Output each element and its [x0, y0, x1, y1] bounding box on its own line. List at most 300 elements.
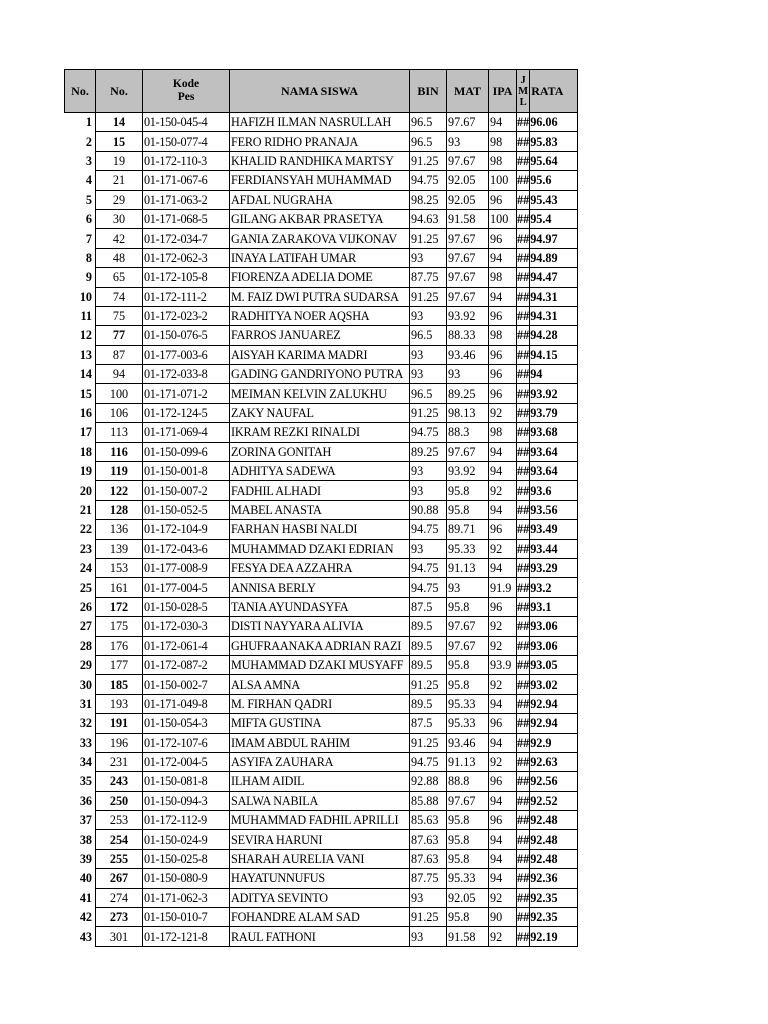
- table-row: [65, 675, 578, 694]
- score-ipa: 98: [489, 326, 517, 345]
- student-number: 243: [96, 772, 143, 791]
- jumlah-overflow: ##: [517, 888, 530, 907]
- rank-number: 7: [85, 231, 92, 246]
- score-mat: 95.33: [447, 694, 489, 713]
- kode-peserta: 01-172-043-6: [143, 539, 230, 558]
- student-name: ADHITYA SADEWA: [230, 462, 410, 481]
- average-score: 92.48: [530, 830, 578, 849]
- score-bin: 87.75: [410, 869, 447, 888]
- score-bin: 93: [410, 365, 447, 384]
- score-mat: 95.8: [447, 908, 489, 927]
- score-mat: 97.67: [447, 287, 489, 306]
- rank-number: 14: [79, 367, 92, 382]
- table-row: [65, 462, 578, 481]
- student-number: 19: [96, 151, 143, 170]
- score-mat: 95.33: [447, 869, 489, 888]
- score-ipa: 94: [489, 849, 517, 868]
- kode-peserta: 01-150-052-5: [143, 500, 230, 519]
- score-bin: 87.63: [410, 849, 447, 868]
- kode-peserta: 01-172-030-3: [143, 617, 230, 636]
- student-number: 176: [96, 636, 143, 655]
- student-number: 231: [96, 752, 143, 771]
- score-bin: 93: [410, 345, 447, 364]
- score-bin: 96.5: [410, 132, 447, 151]
- score-bin: 96.5: [410, 326, 447, 345]
- student-name: GILANG AKBAR PRASETYA: [230, 209, 410, 228]
- jumlah-overflow: ##: [517, 132, 530, 151]
- score-mat: 95.8: [447, 675, 489, 694]
- score-ipa: 96: [489, 384, 517, 403]
- jumlah-overflow: ##: [517, 268, 530, 287]
- kode-peserta: 01-171-063-2: [143, 190, 230, 209]
- average-score: 93.05: [530, 655, 578, 674]
- rank-number: 16: [79, 406, 92, 421]
- average-score: 93.92: [530, 384, 578, 403]
- score-ipa: 98: [489, 423, 517, 442]
- score-mat: 97.67: [447, 442, 489, 461]
- jumlah-overflow: ##: [517, 403, 530, 422]
- score-ipa: 94: [489, 500, 517, 519]
- score-mat: 92.05: [447, 171, 489, 190]
- table-row: [65, 306, 578, 325]
- score-mat: 88.3: [447, 423, 489, 442]
- score-ipa: 96: [489, 714, 517, 733]
- table-row: [65, 927, 578, 946]
- table-row: [65, 520, 578, 539]
- score-mat: 93: [447, 132, 489, 151]
- score-ipa: 94: [489, 869, 517, 888]
- score-bin: 94.75: [410, 423, 447, 442]
- score-mat: 98.13: [447, 403, 489, 422]
- student-name: MUHAMMAD DZAKI EDRIAN: [230, 539, 410, 558]
- kode-peserta: 01-172-105-8: [143, 268, 230, 287]
- score-bin: 85.88: [410, 791, 447, 810]
- rank-number: 30: [79, 677, 92, 692]
- average-score: 95.64: [530, 151, 578, 170]
- jumlah-overflow: ##: [517, 500, 530, 519]
- score-ipa: 92: [489, 403, 517, 422]
- score-bin: 94.75: [410, 520, 447, 539]
- jumlah-overflow: ##: [517, 714, 530, 733]
- score-ipa: 96: [489, 345, 517, 364]
- student-number: 15: [96, 132, 143, 151]
- score-ipa: 92: [489, 539, 517, 558]
- average-score: 94.97: [530, 229, 578, 248]
- student-number: 250: [96, 791, 143, 810]
- jumlah-overflow: ##: [517, 869, 530, 888]
- table-row: [65, 636, 578, 655]
- rank-number: 32: [79, 716, 92, 731]
- jumlah-overflow: ##: [517, 229, 530, 248]
- average-score: 93.02: [530, 675, 578, 694]
- student-name: FARHAN HASBI NALDI: [230, 520, 410, 539]
- score-mat: 93.46: [447, 733, 489, 752]
- rank-number: 42: [79, 910, 92, 925]
- score-mat: 92.05: [447, 190, 489, 209]
- score-mat: 88.33: [447, 326, 489, 345]
- rank-number: 3: [85, 153, 92, 168]
- jumlah-overflow: ##: [517, 927, 530, 946]
- rank-number: 8: [85, 250, 92, 265]
- student-number: 75: [96, 306, 143, 325]
- score-mat: 97.67: [447, 151, 489, 170]
- score-bin: 93: [410, 927, 447, 946]
- student-number: 106: [96, 403, 143, 422]
- jumlah-overflow: ##: [517, 539, 530, 558]
- jumlah-overflow: ##: [517, 578, 530, 597]
- student-name: KHALID RANDHIKA MARTSY: [230, 151, 410, 170]
- student-number: 128: [96, 500, 143, 519]
- kode-peserta: 01-150-077-4: [143, 132, 230, 151]
- average-score: 93.29: [530, 558, 578, 577]
- score-bin: 87.75: [410, 268, 447, 287]
- average-score: 92.52: [530, 791, 578, 810]
- kode-peserta: 01-172-110-3: [143, 151, 230, 170]
- header-jml-l: L: [519, 96, 527, 108]
- student-name: SEVIRA HARUNI: [230, 830, 410, 849]
- score-mat: 91.58: [447, 209, 489, 228]
- table-row: [65, 113, 578, 132]
- table-row: [65, 209, 578, 228]
- jumlah-overflow: ##: [517, 248, 530, 267]
- score-bin: 90.88: [410, 500, 447, 519]
- table-row: [65, 791, 578, 810]
- score-mat: 95.33: [447, 714, 489, 733]
- score-ipa: 91.9: [489, 578, 517, 597]
- student-number: 136: [96, 520, 143, 539]
- jumlah-overflow: ##: [517, 558, 530, 577]
- jumlah-overflow: ##: [517, 752, 530, 771]
- kode-peserta: 01-171-069-4: [143, 423, 230, 442]
- score-ipa: 94: [489, 442, 517, 461]
- average-score: 93.2: [530, 578, 578, 597]
- kode-peserta: 01-150-007-2: [143, 481, 230, 500]
- score-bin: 93: [410, 888, 447, 907]
- rank-number: 15: [79, 386, 92, 401]
- student-number: 29: [96, 190, 143, 209]
- score-mat: 97.67: [447, 636, 489, 655]
- rank-number: 27: [79, 619, 92, 634]
- score-bin: 89.5: [410, 694, 447, 713]
- kode-peserta: 01-150-025-8: [143, 849, 230, 868]
- average-score: 93.06: [530, 617, 578, 636]
- score-mat: 95.8: [447, 830, 489, 849]
- jumlah-overflow: ##: [517, 306, 530, 325]
- student-number: 254: [96, 830, 143, 849]
- student-number: 42: [96, 229, 143, 248]
- score-ipa: 94: [489, 287, 517, 306]
- kode-peserta: 01-172-111-2: [143, 287, 230, 306]
- score-mat: 95.8: [447, 481, 489, 500]
- student-name: ANNISA BERLY: [230, 578, 410, 597]
- student-number: 274: [96, 888, 143, 907]
- score-ipa: 94: [489, 558, 517, 577]
- average-score: 92.36: [530, 869, 578, 888]
- student-number: 113: [96, 423, 143, 442]
- table-row: [65, 190, 578, 209]
- kode-peserta: 01-172-061-4: [143, 636, 230, 655]
- score-bin: 87.5: [410, 714, 447, 733]
- student-number: 301: [96, 927, 143, 946]
- rank-number: 23: [79, 541, 92, 556]
- rank-number: 24: [79, 561, 92, 576]
- header-kode-peserta: [143, 70, 230, 113]
- score-bin: 98.25: [410, 190, 447, 209]
- student-number: 172: [96, 597, 143, 616]
- score-mat: 93: [447, 578, 489, 597]
- rank-number: 25: [79, 580, 92, 595]
- jumlah-overflow: ##: [517, 171, 530, 190]
- student-number: 87: [96, 345, 143, 364]
- jumlah-overflow: ##: [517, 830, 530, 849]
- kode-peserta: 01-172-087-2: [143, 655, 230, 674]
- score-ipa: 92: [489, 752, 517, 771]
- jumlah-overflow: ##: [517, 791, 530, 810]
- average-score: 92.19: [530, 927, 578, 946]
- average-score: 93.44: [530, 539, 578, 558]
- student-number: 65: [96, 268, 143, 287]
- header-jml: [517, 70, 530, 113]
- jumlah-overflow: ##: [517, 675, 530, 694]
- kode-peserta: 01-171-071-2: [143, 384, 230, 403]
- score-ipa: 96: [489, 229, 517, 248]
- average-score: 93.64: [530, 442, 578, 461]
- table-row: [65, 345, 578, 364]
- student-number: 255: [96, 849, 143, 868]
- table-row: [65, 908, 578, 927]
- student-name: RAUL FATHONI: [230, 927, 410, 946]
- score-mat: 88.8: [447, 772, 489, 791]
- score-bin: 96.5: [410, 384, 447, 403]
- rank-number: 11: [80, 309, 92, 324]
- header-kode-line1: Kode: [172, 78, 200, 90]
- rank-number: 1: [85, 115, 92, 130]
- score-ipa: 96: [489, 597, 517, 616]
- kode-peserta: 01-150-028-5: [143, 597, 230, 616]
- student-name: MIFTA GUSTINA: [230, 714, 410, 733]
- average-score: 94.47: [530, 268, 578, 287]
- score-ipa: 100: [489, 209, 517, 228]
- student-name: FERDIANSYAH MUHAMMAD: [230, 171, 410, 190]
- score-bin: 89.5: [410, 617, 447, 636]
- rank-number: 13: [79, 347, 92, 362]
- score-ipa: 92: [489, 675, 517, 694]
- jumlah-overflow: ##: [517, 655, 530, 674]
- student-number: 267: [96, 869, 143, 888]
- student-name: FOHANDRE ALAM SAD: [230, 908, 410, 927]
- table-row: [65, 694, 578, 713]
- student-name: FADHIL ALHADI: [230, 481, 410, 500]
- table-row: [65, 617, 578, 636]
- score-ipa: 94: [489, 694, 517, 713]
- student-number: 153: [96, 558, 143, 577]
- table-row: [65, 384, 578, 403]
- rank-number: 9: [85, 270, 92, 285]
- score-ipa: 96: [489, 190, 517, 209]
- student-number: 161: [96, 578, 143, 597]
- table-row: [65, 287, 578, 306]
- score-bin: 91.25: [410, 229, 447, 248]
- student-number: 175: [96, 617, 143, 636]
- kode-peserta: 01-177-008-9: [143, 558, 230, 577]
- table-row: [65, 869, 578, 888]
- score-mat: 93: [447, 365, 489, 384]
- jumlah-overflow: ##: [517, 365, 530, 384]
- rank-number: 40: [79, 871, 92, 886]
- student-number: 77: [96, 326, 143, 345]
- score-bin: 89.5: [410, 655, 447, 674]
- table-row: [65, 830, 578, 849]
- average-score: 92.63: [530, 752, 578, 771]
- average-score: 93.79: [530, 403, 578, 422]
- rank-number: 41: [79, 890, 92, 905]
- student-name: ALSA AMNA: [230, 675, 410, 694]
- kode-peserta: 01-172-004-5: [143, 752, 230, 771]
- score-bin: 93: [410, 539, 447, 558]
- student-name: M. FIRHAN QADRI: [230, 694, 410, 713]
- average-score: 92.94: [530, 714, 578, 733]
- jumlah-overflow: ##: [517, 733, 530, 752]
- score-bin: 94.75: [410, 171, 447, 190]
- score-mat: 89.71: [447, 520, 489, 539]
- student-number: 14: [96, 113, 143, 132]
- table-row: [65, 151, 578, 170]
- average-score: 94.89: [530, 248, 578, 267]
- jumlah-overflow: ##: [517, 597, 530, 616]
- jumlah-overflow: ##: [517, 694, 530, 713]
- score-mat: 95.8: [447, 500, 489, 519]
- score-bin: 91.25: [410, 403, 447, 422]
- rank-number: 20: [79, 483, 92, 498]
- table-row: [65, 248, 578, 267]
- score-bin: 96.5: [410, 113, 447, 132]
- rank-number: 36: [79, 793, 92, 808]
- table-row: [65, 500, 578, 519]
- rank-number: 17: [79, 425, 92, 440]
- header-row: [65, 70, 578, 113]
- table-row: [65, 539, 578, 558]
- student-name: GHUFRAANAKA ADRIAN RAZI: [230, 636, 410, 655]
- score-ipa: 96: [489, 520, 517, 539]
- header-rata: RATA: [530, 70, 578, 113]
- average-score: 94.31: [530, 287, 578, 306]
- rank-number: 43: [79, 929, 92, 944]
- student-name: TANIA AYUNDASYFA: [230, 597, 410, 616]
- student-name: MEIMAN KELVIN ZALUKHU: [230, 384, 410, 403]
- score-mat: 89.25: [447, 384, 489, 403]
- score-bin: 89.5: [410, 636, 447, 655]
- rank-number: 39: [79, 852, 92, 867]
- jumlah-overflow: ##: [517, 442, 530, 461]
- student-name: AISYAH KARIMA MADRI: [230, 345, 410, 364]
- student-name: HAFIZH ILMAN NASRULLAH: [230, 113, 410, 132]
- student-name: AFDAL NUGRAHA: [230, 190, 410, 209]
- kode-peserta: 01-150-080-9: [143, 869, 230, 888]
- kode-peserta: 01-172-033-8: [143, 365, 230, 384]
- jumlah-overflow: ##: [517, 113, 530, 132]
- student-number: 196: [96, 733, 143, 752]
- jumlah-overflow: ##: [517, 481, 530, 500]
- header-ipa: IPA: [489, 70, 517, 113]
- score-ipa: 92: [489, 617, 517, 636]
- rank-number: 37: [79, 813, 92, 828]
- score-mat: 97.67: [447, 617, 489, 636]
- kode-peserta: 01-172-062-3: [143, 248, 230, 267]
- student-name: MUHAMMAD FADHIL APRILLI: [230, 811, 410, 830]
- kode-peserta: 01-172-124-5: [143, 403, 230, 422]
- average-score: 93.64: [530, 462, 578, 481]
- jumlah-overflow: ##: [517, 345, 530, 364]
- table-body: [65, 113, 578, 947]
- score-mat: 95.8: [447, 597, 489, 616]
- average-score: 94.15: [530, 345, 578, 364]
- score-mat: 91.13: [447, 558, 489, 577]
- table-header: [65, 70, 578, 113]
- average-score: 94.31: [530, 306, 578, 325]
- score-ipa: 93.9: [489, 655, 517, 674]
- average-score: 95.83: [530, 132, 578, 151]
- average-score: 93.1: [530, 597, 578, 616]
- student-name: M. FAIZ DWI PUTRA SUDARSA: [230, 287, 410, 306]
- table-row: [65, 772, 578, 791]
- rank-number: 22: [79, 522, 92, 537]
- score-ipa: 98: [489, 132, 517, 151]
- score-mat: 97.67: [447, 268, 489, 287]
- table-row: [65, 558, 578, 577]
- score-ipa: 94: [489, 733, 517, 752]
- rank-number: 10: [79, 289, 92, 304]
- jumlah-overflow: ##: [517, 287, 530, 306]
- kode-peserta: 01-150-024-9: [143, 830, 230, 849]
- rank-number: 29: [79, 658, 92, 673]
- table-row: [65, 132, 578, 151]
- score-ipa: 94: [489, 462, 517, 481]
- score-mat: 91.58: [447, 927, 489, 946]
- average-score: 95.6: [530, 171, 578, 190]
- student-name: FESYA DEA AZZAHRA: [230, 558, 410, 577]
- average-score: 93.6: [530, 481, 578, 500]
- score-mat: 91.13: [447, 752, 489, 771]
- table-row: [65, 714, 578, 733]
- student-number: 100: [96, 384, 143, 403]
- student-name: ADITYA SEVINTO: [230, 888, 410, 907]
- header-no-student: No.: [96, 70, 143, 113]
- table-row: [65, 326, 578, 345]
- score-bin: 91.25: [410, 151, 447, 170]
- kode-peserta: 01-150-045-4: [143, 113, 230, 132]
- score-mat: 97.67: [447, 229, 489, 248]
- score-mat: 95.8: [447, 811, 489, 830]
- jumlah-overflow: ##: [517, 849, 530, 868]
- average-score: 94: [530, 365, 578, 384]
- table-row: [65, 481, 578, 500]
- student-name: GADING GANDRIYONO PUTRA: [230, 365, 410, 384]
- table-row: [65, 578, 578, 597]
- student-name: RADHITYA NOER AQSHA: [230, 306, 410, 325]
- student-name: IMAM ABDUL RAHIM: [230, 733, 410, 752]
- score-mat: 93.46: [447, 345, 489, 364]
- jumlah-overflow: ##: [517, 423, 530, 442]
- score-ipa: 98: [489, 268, 517, 287]
- score-ipa: 92: [489, 927, 517, 946]
- header-no-rank: No.: [65, 70, 96, 113]
- student-number: 30: [96, 209, 143, 228]
- rank-number: 2: [85, 134, 92, 149]
- score-mat: 97.67: [447, 791, 489, 810]
- score-mat: 97.67: [447, 248, 489, 267]
- table-row: [65, 752, 578, 771]
- score-ipa: 94: [489, 113, 517, 132]
